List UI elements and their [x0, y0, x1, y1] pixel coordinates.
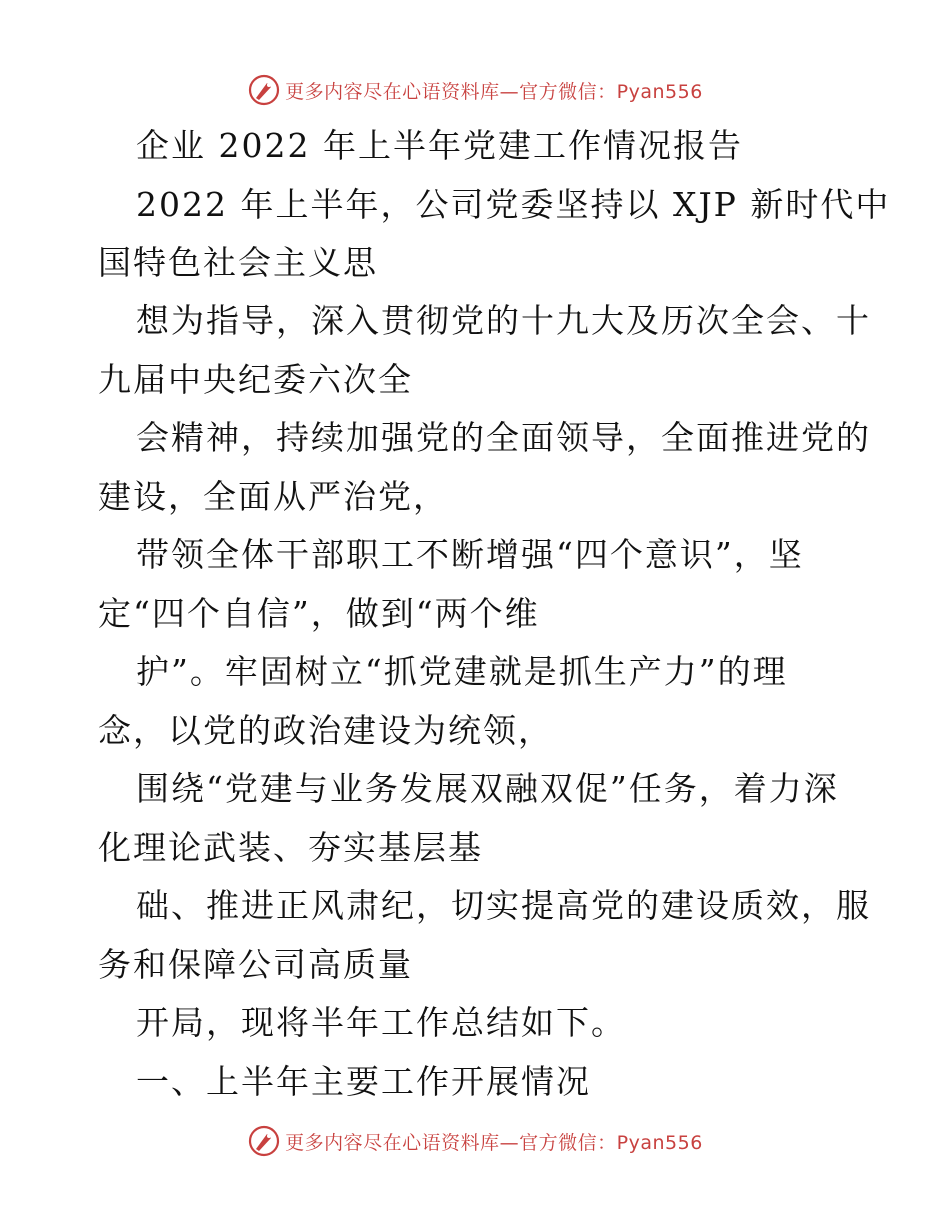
- document-title: 企业 2022 年上半年党建工作情况报告: [136, 126, 743, 165]
- paragraph-line: 会精神，持续加强党的全面领导，全面推进党的: [136, 418, 871, 457]
- paragraph-line: 开局，现将半年工作总结如下。: [136, 1003, 626, 1042]
- paragraph-line: 2022 年上半年，公司党委坚持以 XJP 新时代中: [136, 185, 891, 224]
- pen-nib-logo-icon: [247, 73, 281, 107]
- paragraph-line: 建设，全面从严治党，: [98, 477, 448, 516]
- paragraph-line: 定“四个自信”，做到“两个维: [98, 594, 540, 633]
- watermark-text: 更多内容尽在心语资料库—官方微信：Pyan556: [285, 80, 703, 103]
- paragraph-line: 务和保障公司高质量: [98, 945, 413, 984]
- paragraph-line: 国特色社会主义思: [98, 243, 378, 282]
- paragraph-line: 护”。牢固树立“抓党建就是抓生产力”的理: [136, 652, 788, 691]
- paragraph-line: 围绕“党建与业务发展双融双促”任务，着力深: [136, 769, 839, 808]
- watermark-text: 更多内容尽在心语资料库—官方微信：Pyan556: [285, 1131, 703, 1154]
- paragraph-line: 九届中央纪委六次全: [98, 360, 413, 399]
- paragraph-line: 础、推进正风肃纪，切实提高党的建设质效，服: [136, 886, 871, 925]
- paragraph-line: 带领全体干部职工不断增强“四个意识”，坚: [136, 535, 804, 574]
- pen-nib-logo-icon: [247, 1124, 281, 1158]
- watermark-header: [0, 70, 950, 110]
- paragraph-line: 念，以党的政治建设为统领，: [98, 711, 553, 750]
- watermark-footer: [0, 1121, 950, 1161]
- paragraph-line: 想为指导，深入贯彻党的十九大及历次全会、十: [136, 301, 871, 340]
- paragraph-line: 化理论武装、夯实基层基: [98, 828, 483, 867]
- section-heading: 一、上半年主要工作开展情况: [136, 1062, 591, 1101]
